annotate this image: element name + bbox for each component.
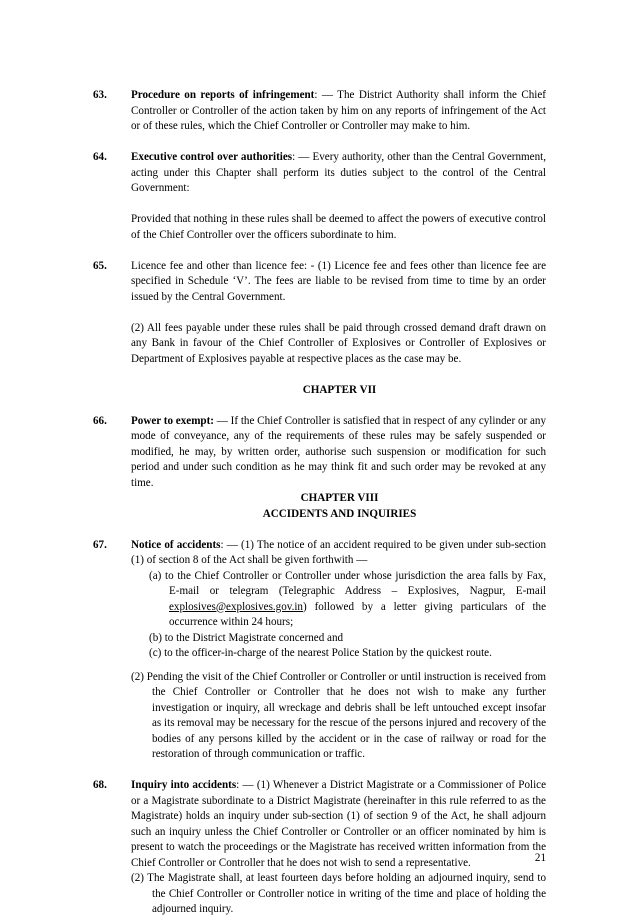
rule-68 [93, 778, 546, 918]
rule-text: : — Every authority, other than the Central Government, acting under this Chapter shall perform its duties subject to the control of the Central Government: [131, 151, 546, 194]
rule-text: : — The District Authority shall inform the Chief Controller or Controller of the action taken by him on any reports of infringement of the Act or of these rules, which the Chief Controller or Controller may make to him. [131, 89, 547, 132]
rule-66 [93, 414, 546, 492]
rule-title: Executive control over authorities [131, 151, 293, 163]
list-item-a: (a) to the Chief Controller or Controller under whose jurisdiction the area falls by Fax, E-mail or telegram (Telegraphic Address – Explosives, Nagpur, E-mail explosives@explosives.gov.in) followed by a letter giving particulars of the occurrence within 24 hours; [149, 569, 546, 628]
rule-65 [93, 259, 546, 368]
rule-text: : — (1) The notice of an accident required to be given under sub-section (1) of section 8 of the Act shall be given forthwith — [131, 538, 546, 566]
chapter-heading-8: CHAPTER VIII [300, 492, 379, 504]
notice-recipients-list [131, 569, 546, 662]
rule-subsection-2: (2) The Magistrate shall, at least fourteen days before holding an adjourned inquiry, send to the Chief Controller or Controller notice in writing of the time and place of holding the adjourned inquiry. [131, 872, 546, 915]
rule-number: 68. [93, 779, 107, 791]
rule-64 [93, 150, 546, 243]
rule-63 [93, 88, 546, 135]
rule-proviso: Provided that nothing in these rules shall be deemed to affect the powers of executive control of the Chief Controller over the officers subordinate to him. [131, 213, 546, 241]
rule-subsection-2: (2) All fees payable under these rules shall be paid through crossed demand draft drawn on any Bank in favour of the Chief Controller of Explosives or Controller of Explosives or Department of Explosives payable at respective places as the case may be. [131, 321, 546, 365]
rule-text: Licence fee and other than licence fee: - (1) Licence fee and fees other than licence fee are specified in Schedule ‘V’. The fees are liable to be revised from time to time by an order issued by the Central Government. [131, 259, 546, 303]
list-item-b: (b) to the District Magistrate concerned and [149, 631, 344, 644]
rule-text: — If the Chief Controller is satisfied that in respect of any cylinder or any mode of conveyance, any of the requirements of these rules may be safely suspended or modified, he may, by written order, authorise such suspension or modification for such period and under such condition as he may think fit and such order may be revoked at any time. [131, 414, 547, 489]
chapter-title-8: ACCIDENTS AND INQUIRIES [262, 507, 417, 520]
rule-text: : — (1) Whenever a District Magistrate or a Commissioner of Police or a Magistrate subordinate to a District Magistrate (hereinafter in this rule referred to as the Magistrate) holds an inquiry under sub-section (1) of section 9 of the Act, he shall adjourn such an inquiry unless the Chief Controller or Controller or an officer nominated by him is present to watch the proceedings or the Magistrate has received written information from the Chief Controller or Controller that he does not wish to send a representative. [131, 779, 546, 869]
rule-subsection-2: (2) Pending the visit of the Chief Controller or Controller or until instruction is received from the Chief Controller or Controller that he does not wish to make any further investigation or inquiry, all wreckage and debris shall be left untouched except insofar as its removal may be necessary for the rescue of the persons injured and recovery of the bodies of any persons killed by the accident or in the case of railway or road for the restoration of through communication or traffic. [131, 670, 547, 760]
page-number: 21 [534, 852, 546, 864]
rule-title: Inquiry into accidents [131, 779, 237, 791]
rule-title: Power to exempt: [131, 414, 214, 427]
rule-number: 64. [93, 151, 107, 163]
rule-number: 65. [93, 259, 107, 272]
email-link[interactable]: explosives@explosives.gov.in [169, 600, 303, 613]
rule-number: 63. [93, 89, 107, 101]
rule-number: 67. [93, 538, 107, 551]
rule-title: Notice of accidents [131, 538, 221, 551]
chapter-heading-7: CHAPTER VII [302, 383, 377, 396]
rule-67 [93, 538, 546, 763]
list-item-c: (c) to the officer-in-charge of the nearest Police Station by the quickest route. [149, 647, 492, 659]
rule-title: Procedure on reports of infringement [131, 89, 315, 101]
rule-number: 66. [93, 414, 107, 427]
